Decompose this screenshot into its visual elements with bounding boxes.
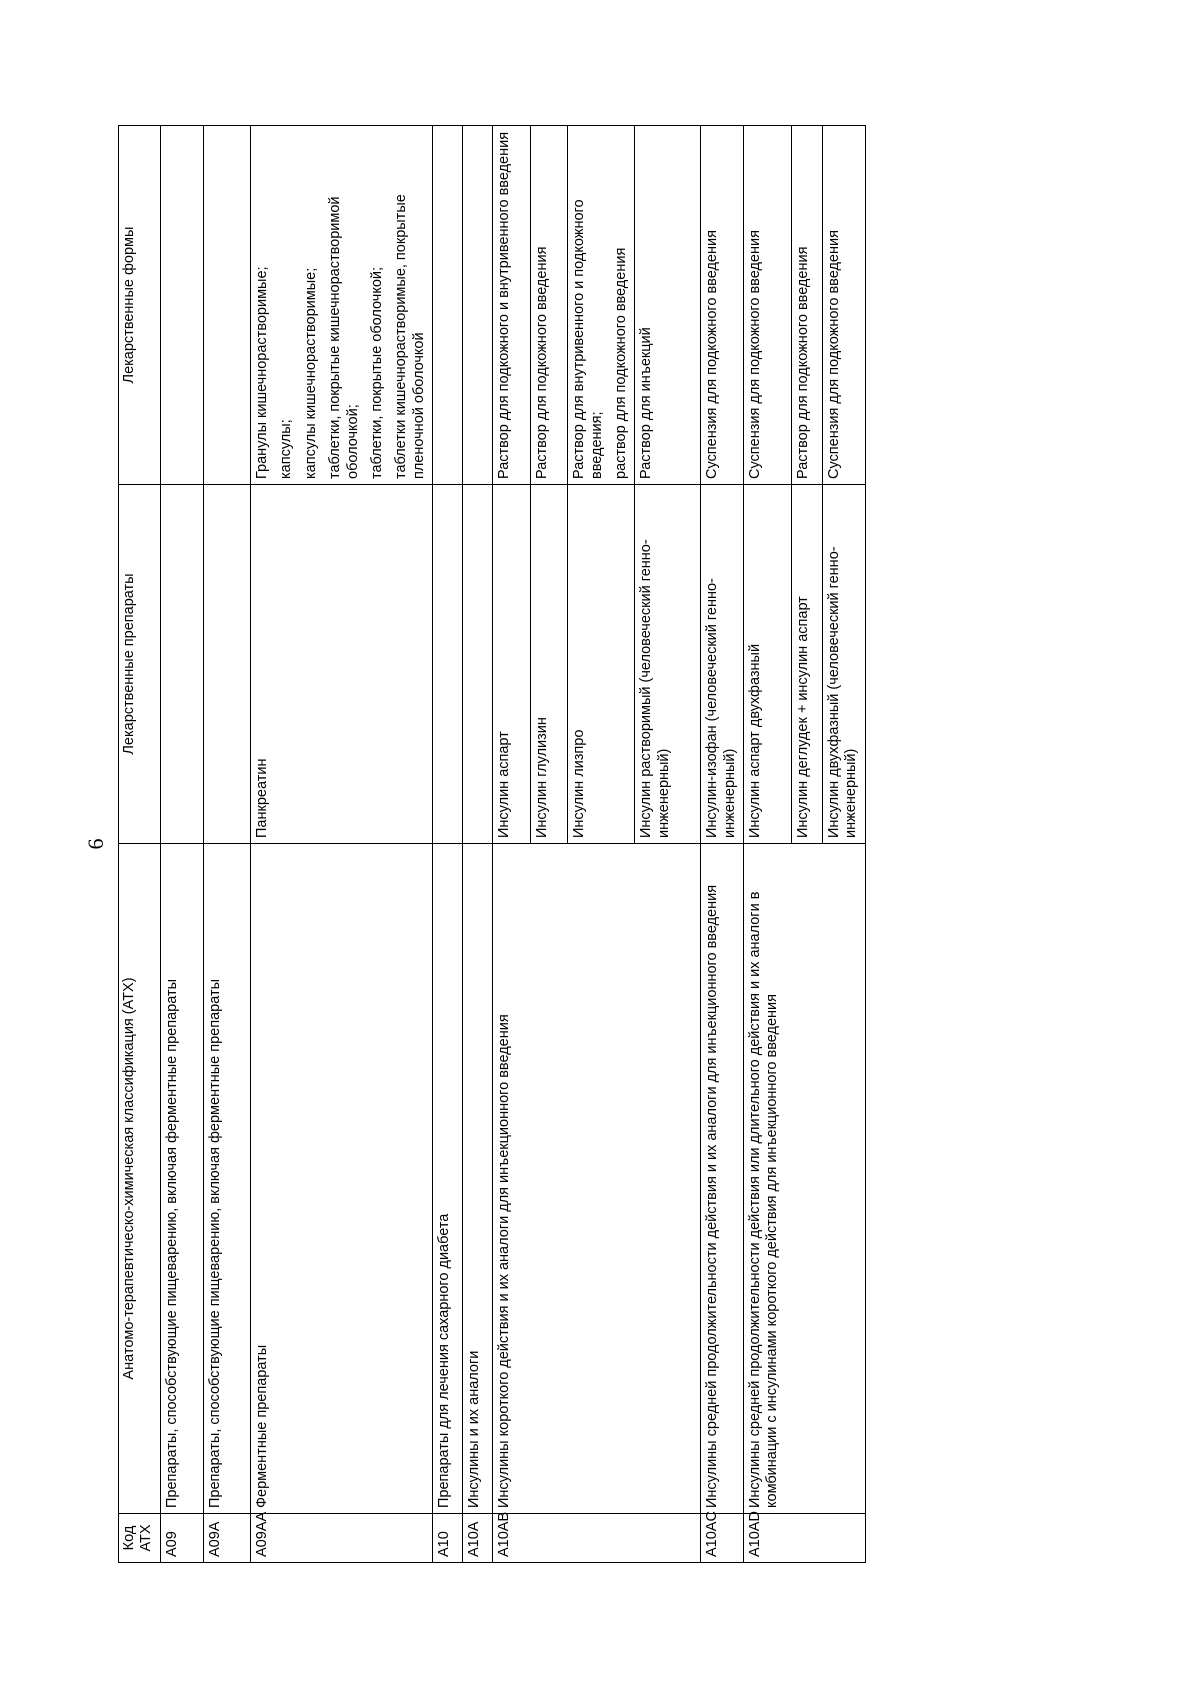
header-classification: Анатомо-терапевтическо-химическая классификация (АТХ) — [119, 844, 161, 1514]
atx-code-cell: A10A — [463, 1514, 493, 1563]
drug-cell — [161, 485, 204, 844]
page-number: 6 — [83, 838, 108, 850]
atx-drug-table — [118, 125, 866, 1563]
header-forms: Лекарственные формы — [119, 126, 161, 485]
dosage-form-item: Раствор для подкожного введения — [534, 246, 551, 479]
forms-cell — [744, 126, 792, 485]
table-body — [161, 126, 866, 1563]
drug-cell: Инсулин лизпро — [568, 485, 635, 844]
atx-classification-cell: Ферментные препараты — [251, 844, 433, 1514]
dosage-form-item: Суспензия для подкожного введения — [704, 230, 721, 479]
drug-cell — [204, 485, 251, 844]
table-row — [251, 126, 433, 1563]
forms-cell — [433, 126, 463, 485]
drug-cell — [463, 485, 493, 844]
header-drugs: Лекарственные препараты — [119, 485, 161, 844]
atx-classification-cell: Инсулины короткого действия и их аналоги для инъекционного введения — [493, 844, 701, 1514]
forms-cell — [823, 126, 866, 485]
drug-cell: Инсулин глулизин — [531, 485, 568, 844]
atx-classification-cell: Препараты для лечения сахарного диабета — [433, 844, 463, 1514]
drug-cell: Инсулин аспарт двухфазный — [744, 485, 792, 844]
drug-cell: Инсулин двухфазный (человеческий генно-инженерный) — [823, 485, 866, 844]
dosage-form-item: таблетки, покрытые кишечнорастворимой оболочкой; — [327, 196, 361, 479]
dosage-form-item: Гранулы кишечнорастворимые; — [254, 266, 270, 479]
atx-code-cell: A10 — [433, 1514, 463, 1563]
dosage-form-item: Раствор для подкожного и внутривенного введения — [496, 131, 513, 479]
atx-code-cell: A09 — [161, 1514, 204, 1563]
table-row — [701, 126, 744, 1563]
drug-cell: Панкреатин — [251, 485, 433, 844]
table-row — [161, 126, 204, 1563]
dosage-form-item: Суспензия для подкожного введения — [747, 230, 764, 479]
drug-cell — [433, 485, 463, 844]
drug-cell: Инсулин деглудек + инсулин аспарт — [792, 485, 823, 844]
atx-code-cell: A09A — [204, 1514, 251, 1563]
table-row — [433, 126, 463, 1563]
forms-cell — [792, 126, 823, 485]
forms-cell — [204, 126, 251, 485]
forms-cell — [701, 126, 744, 485]
table-row — [744, 126, 792, 1563]
dosage-form-item: Суспензия для подкожного введения — [826, 230, 843, 479]
drug-cell: Инсулин-изофан (человеческий генно-инженерный) — [701, 485, 744, 844]
atx-code-cell: A10AD — [744, 1514, 866, 1563]
atx-classification-cell: Инсулины средней продолжительности действия и их аналоги для инъекционного введения — [701, 844, 744, 1514]
table-row — [493, 126, 531, 1563]
atx-classification-cell: Инсулины средней продолжительности действия или длительного действия и их аналоги в комбинации с инсулинами короткого действия для инъекционного введения — [744, 844, 866, 1514]
atx-classification-cell: Инсулины и их аналоги — [463, 844, 493, 1514]
rotated-page-content — [118, 126, 1078, 1563]
table-row — [204, 126, 251, 1563]
forms-cell — [251, 126, 433, 485]
dosage-form-item: раствор для подкожного введения — [612, 247, 629, 479]
dosage-form-item: капсулы; — [278, 419, 295, 479]
drug-cell: Инсулин растворимый (человеческий генно-инженерный) — [635, 485, 701, 844]
forms-cell — [161, 126, 204, 485]
forms-cell — [635, 126, 701, 485]
table-row — [463, 126, 493, 1563]
dosage-form-item: Раствор для внутривенного и подкожного введения; — [571, 199, 605, 479]
forms-cell — [463, 126, 493, 485]
header-code: Код АТХ — [119, 1514, 161, 1563]
atx-classification-cell: Препараты, способствующие пищеварению, включая ферментные препараты — [204, 844, 251, 1514]
dosage-form-item: капсулы кишечнорастворимые; — [302, 267, 319, 479]
drug-cell: Инсулин аспарт — [493, 485, 531, 844]
dosage-form-item: Раствор для подкожного введения — [795, 246, 812, 479]
forms-cell — [493, 126, 531, 485]
table-header-row — [119, 126, 161, 1563]
atx-code-cell: A10AC — [701, 1514, 744, 1563]
dosage-form-item: таблетки кишечнорастворимые, покрытые пленочной оболочкой — [393, 194, 427, 479]
atx-code-cell: A09AA — [251, 1514, 433, 1563]
forms-cell — [568, 126, 635, 485]
dosage-form-item: Раствор для инъекций — [638, 327, 655, 479]
dosage-form-item: таблетки, покрытые оболочкой; — [368, 266, 385, 479]
forms-cell — [531, 126, 568, 485]
atx-classification-cell: Препараты, способствующие пищеварению, включая ферментные препараты — [161, 844, 204, 1514]
atx-code-cell: A10AB — [493, 1514, 701, 1563]
